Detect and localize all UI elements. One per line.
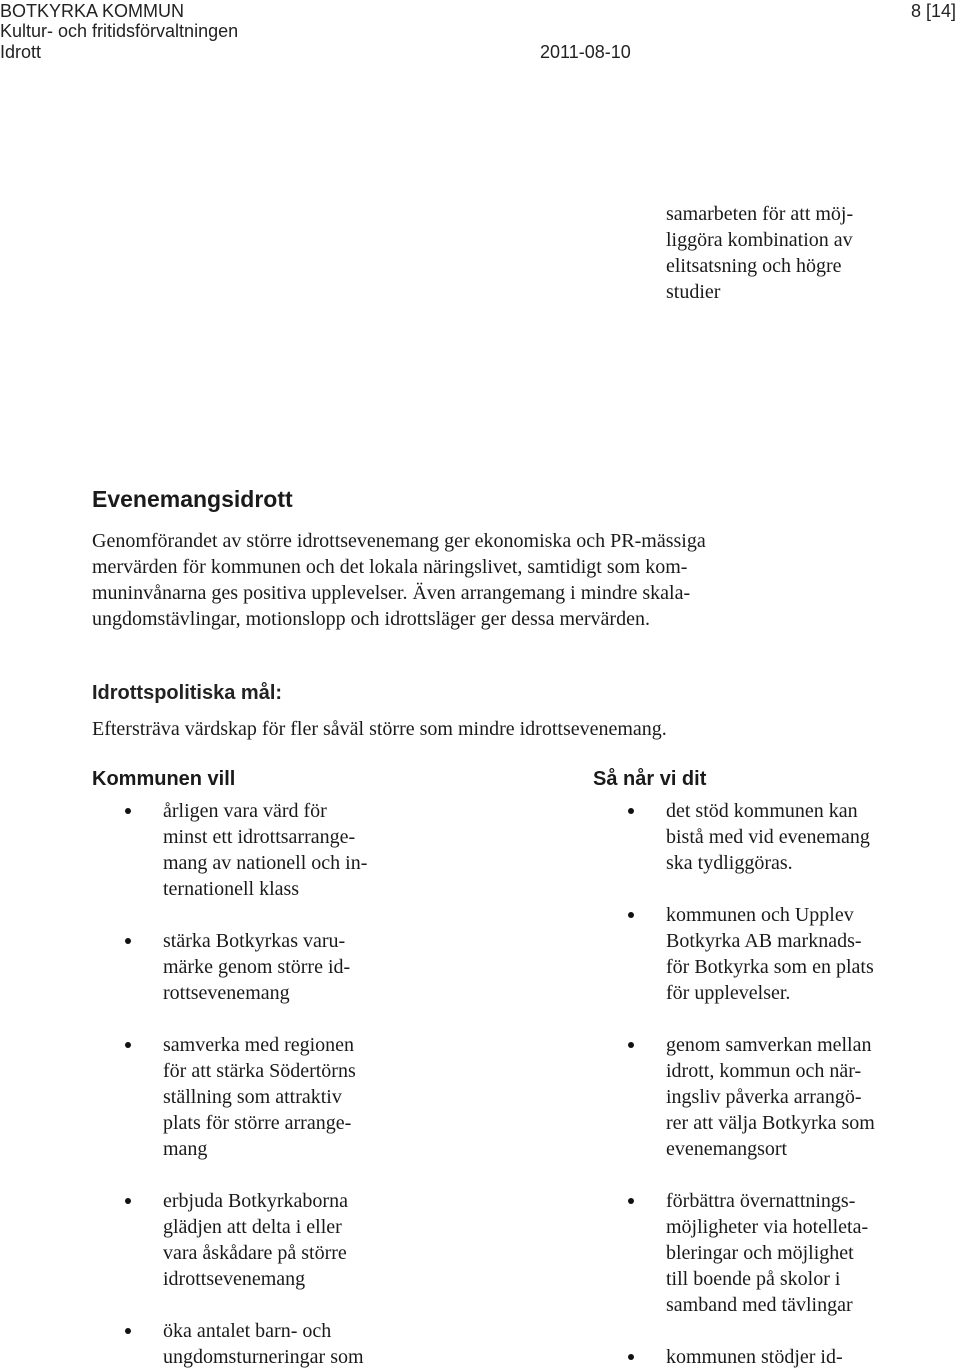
bullet-icon	[125, 808, 131, 814]
list-item-line: mang av nationell och in-	[163, 852, 368, 874]
body-paragraph	[92, 528, 706, 632]
body-line: mervärden för kommunen och det lokala näringslivet, samtidigt som kom-	[92, 556, 688, 578]
right-column-heading: Så når vi dit	[593, 768, 707, 790]
list-item-line: ska tydliggöras.	[666, 852, 793, 874]
section-title: Evenemangsidrott	[92, 486, 293, 512]
list-item-line: rer att välja Botkyrka som	[666, 1112, 875, 1134]
list-item-line: genom samverkan mellan	[666, 1034, 872, 1056]
list-item	[125, 1032, 367, 1162]
body-line: Genomförandet av större idrottsevenemang ger ekonomiska och PR-mässiga	[92, 530, 706, 552]
list-item-line: ungdomsturneringar som	[163, 1346, 364, 1368]
list-item	[125, 1188, 367, 1292]
list-item-line: idrottsevenemang	[163, 1268, 306, 1290]
bullet-icon	[628, 912, 634, 918]
list-item-line: plats för större arrange-	[163, 1112, 352, 1134]
document-date: 2011-08-10	[540, 42, 631, 62]
list-item-line: kommunen stödjer id-	[666, 1346, 843, 1368]
bullet-icon	[125, 938, 131, 944]
list-item	[125, 798, 367, 902]
goal-text: Eftersträva värdskap för fler såväl större som mindre idrottsevenemang.	[92, 718, 667, 740]
list-item-line: rottsevenemang	[163, 982, 290, 1004]
bullet-icon	[125, 1328, 131, 1334]
list-item-line: öka antalet barn- och	[163, 1320, 332, 1342]
list-item-line: kommunen och Upplev	[666, 904, 854, 926]
list-item	[628, 1344, 875, 1370]
list-item-line: erbjuda Botkyrkaborna	[163, 1190, 348, 1212]
bullet-icon	[628, 1354, 634, 1360]
list-item-line: glädjen att delta i eller	[163, 1216, 342, 1238]
list-item-line: bleringar och möjlighet	[666, 1242, 854, 1264]
list-item-line: till boende på skolor i	[666, 1268, 841, 1290]
continuation-text	[666, 201, 853, 305]
list-item-line: bistå med vid evenemang	[666, 826, 870, 848]
body-line: ungdomstävlingar, motionslopp och idrottsläger ger dessa mervärden.	[92, 608, 650, 630]
continuation-line: samarbeten för att möj-	[666, 203, 854, 225]
list-item-line: för upplevelser.	[666, 982, 791, 1004]
goal-heading: Idrottspolitiska mål:	[92, 682, 283, 704]
list-item-line: evenemangsort	[666, 1138, 788, 1160]
list-item-line: förbättra övernattnings-	[666, 1190, 856, 1212]
list-item-line: det stöd kommunen kan	[666, 800, 858, 822]
bullet-icon	[628, 1042, 634, 1048]
left-bullet-list	[125, 798, 367, 1370]
list-item	[125, 928, 367, 1006]
bullet-icon	[125, 1042, 131, 1048]
continuation-line: studier	[666, 281, 721, 303]
bullet-icon	[125, 1198, 131, 1204]
list-item-line: möjligheter via hotelleta-	[666, 1216, 869, 1238]
bullet-icon	[628, 1198, 634, 1204]
list-item-line: minst ett idrottsarrange-	[163, 826, 356, 848]
list-item-line: för Botkyrka som en plats	[666, 956, 874, 978]
list-item-line: mang	[163, 1138, 208, 1160]
bullet-icon	[628, 808, 634, 814]
list-item-line: samverka med regionen	[163, 1034, 355, 1056]
list-item-line: idrott, kommun och när-	[666, 1060, 862, 1082]
list-item-line: vara åskådare på större	[163, 1242, 347, 1264]
list-item-line: ternationell klass	[163, 878, 300, 900]
list-item	[628, 1188, 875, 1318]
list-item	[628, 902, 875, 1006]
list-item-line: stärka Botkyrkas varu-	[163, 930, 346, 952]
list-item	[628, 1032, 875, 1162]
list-item	[628, 798, 875, 876]
list-item-line: årligen vara värd för	[163, 800, 327, 822]
list-item	[125, 1318, 367, 1370]
list-item-line: märke genom större id-	[163, 956, 351, 978]
continuation-line: elitsatsning och högre	[666, 255, 842, 277]
list-item-line: samband med tävlingar	[666, 1294, 853, 1316]
org-name: BOTKYRKA KOMMUN	[0, 1, 185, 21]
page-number: 8 [14]	[910, 1, 956, 21]
continuation-line: liggöra kombination av	[666, 229, 853, 251]
list-item-line: Botkyrka AB marknads-	[666, 930, 862, 952]
list-item-line: ingsliv påverka arrangö-	[666, 1086, 862, 1108]
department-name: Kultur- och fritidsförvaltningen	[0, 21, 239, 41]
list-item-line: ställning som attraktiv	[163, 1086, 342, 1108]
body-line: muninvånarna ges positiva upplevelser. Även arrangemang i mindre skala-	[92, 582, 691, 604]
section-name: Idrott	[0, 42, 42, 62]
left-column-heading: Kommunen vill	[92, 768, 236, 790]
list-item-line: för att stärka Södertörns	[163, 1060, 356, 1082]
right-bullet-list	[628, 798, 875, 1370]
